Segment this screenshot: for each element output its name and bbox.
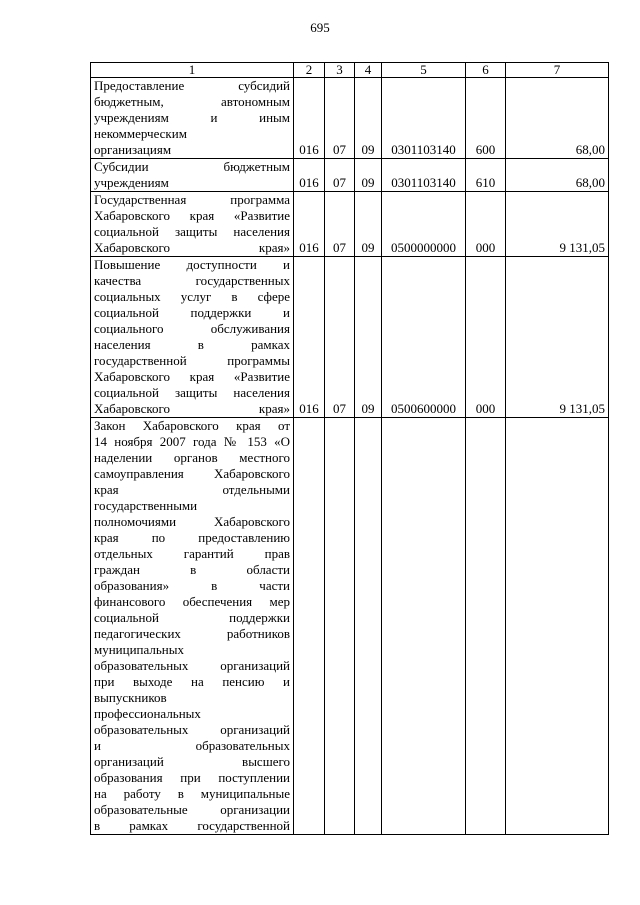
row-name-line: Хабаровского края»	[94, 240, 290, 255]
amount	[506, 418, 609, 835]
code-section: 07	[325, 159, 355, 192]
amount: 68,00	[506, 159, 609, 192]
budget-table	[90, 62, 609, 835]
row-name-line: государственной программы	[94, 353, 290, 368]
row-name-line: организациям	[94, 142, 172, 157]
code-main	[294, 418, 325, 835]
target-article: 0500000000	[382, 192, 466, 257]
code-main: 016	[294, 257, 325, 418]
header-col-5: 5	[382, 63, 466, 78]
code-section	[325, 418, 355, 835]
expense-type	[466, 418, 506, 835]
expense-type: 000	[466, 257, 506, 418]
row-name-line: отдельных гарантий прав	[94, 546, 290, 561]
row-name-line: учреждениям и иным	[94, 110, 290, 125]
row-name-line: выпускников	[94, 690, 167, 705]
code-subsection: 09	[355, 257, 382, 418]
code-subsection: 09	[355, 78, 382, 159]
header-col-7: 7	[506, 63, 609, 78]
row-name-line: социального обслуживания	[94, 321, 290, 336]
row-name-line: образовательные организации	[94, 802, 290, 817]
header-col-3: 3	[325, 63, 355, 78]
row-name-line: 14 ноября 2007 года № 153 «О	[94, 434, 290, 449]
row-name-line: государственными	[94, 498, 198, 513]
amount: 68,00	[506, 78, 609, 159]
row-name-line: в рамках государственной	[94, 818, 290, 833]
amount: 9 131,05	[506, 257, 609, 418]
row-name-line: Субсидии бюджетным	[94, 159, 290, 174]
amount: 9 131,05	[506, 192, 609, 257]
row-name-line: края по предоставлению	[94, 530, 290, 545]
row-name-line: края отдельными	[94, 482, 290, 497]
code-subsection	[355, 418, 382, 835]
row-name	[91, 418, 294, 835]
row-name-line: Закон Хабаровского края от	[94, 418, 290, 433]
table-row	[91, 418, 609, 835]
row-name-line: социальных услуг в сфере	[94, 289, 290, 304]
code-main: 016	[294, 78, 325, 159]
expense-type: 000	[466, 192, 506, 257]
table-row	[91, 192, 609, 257]
row-name-line: населения в рамках	[94, 337, 290, 352]
header-col-6: 6	[466, 63, 506, 78]
target-article	[382, 418, 466, 835]
code-main: 016	[294, 192, 325, 257]
code-section: 07	[325, 257, 355, 418]
row-name	[91, 192, 294, 257]
row-name-line: наделении органов местного	[94, 450, 290, 465]
expense-type: 600	[466, 78, 506, 159]
row-name-line: социальной поддержки и	[94, 305, 290, 320]
expense-type: 610	[466, 159, 506, 192]
code-main: 016	[294, 159, 325, 192]
target-article: 0301103140	[382, 159, 466, 192]
row-name	[91, 257, 294, 418]
row-name-line: при выходе на пенсию и	[94, 674, 290, 689]
row-name-line: Повышение доступности и	[94, 257, 290, 272]
row-name-line: организаций высшего	[94, 754, 290, 769]
header-col-1: 1	[91, 63, 294, 78]
row-name-line: финансового обеспечения мер	[94, 594, 290, 609]
row-name-line: образовательных организаций	[94, 658, 290, 673]
row-name-line: некоммерческим	[94, 126, 187, 141]
code-subsection: 09	[355, 159, 382, 192]
code-subsection: 09	[355, 192, 382, 257]
row-name-line: профессиональных	[94, 706, 201, 721]
row-name-line: социальной поддержки	[94, 610, 290, 625]
row-name-line: муниципальных	[94, 642, 185, 657]
header-col-2: 2	[294, 63, 325, 78]
row-name-line: учреждениям	[94, 175, 169, 190]
row-name-line: образования при поступлении	[94, 770, 290, 785]
row-name-line: социальной защиты населения	[94, 385, 290, 400]
row-name-line: самоуправления Хабаровского	[94, 466, 290, 481]
row-name-line: Государственная программа	[94, 192, 290, 207]
row-name-line: социальной защиты населения	[94, 224, 290, 239]
page-number: 695	[310, 20, 330, 35]
row-name	[91, 159, 294, 192]
row-name-line: Хабаровского края»	[94, 401, 290, 416]
table-row	[91, 257, 609, 418]
table-row	[91, 78, 609, 159]
row-name-line: граждан в области	[94, 562, 290, 577]
target-article: 0500600000	[382, 257, 466, 418]
header-col-4: 4	[355, 63, 382, 78]
row-name-line: образования» в части	[94, 578, 290, 593]
code-section: 07	[325, 192, 355, 257]
table-row	[91, 159, 609, 192]
row-name-line: Предоставление субсидий	[94, 78, 290, 93]
row-name-line: качества государственных	[94, 273, 290, 288]
target-article: 0301103140	[382, 78, 466, 159]
row-name-line: бюджетным, автономным	[94, 94, 290, 109]
row-name-line: на работу в муниципальные	[94, 786, 290, 801]
code-section: 07	[325, 78, 355, 159]
row-name-line: полномочиями Хабаровского	[94, 514, 290, 529]
row-name-line: и образовательных	[94, 738, 290, 753]
row-name	[91, 78, 294, 159]
row-name-line: педагогических работников	[94, 626, 290, 641]
row-name-line: Хабаровского края «Развитие	[94, 208, 290, 223]
row-name-line: Хабаровского края «Развитие	[94, 369, 290, 384]
header-row	[91, 63, 609, 78]
row-name-line: образовательных организаций	[94, 722, 290, 737]
